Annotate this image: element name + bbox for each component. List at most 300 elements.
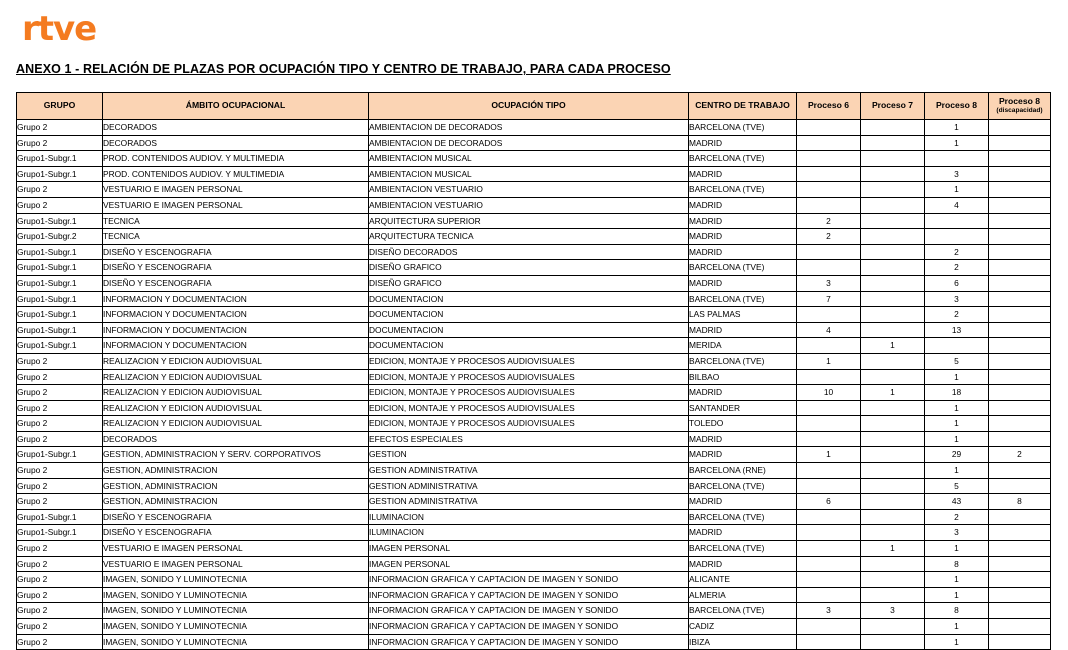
table-cell: BARCELONA (TVE): [689, 291, 797, 307]
table-cell: Grupo 2: [17, 135, 103, 151]
table-cell: PROD. CONTENIDOS AUDIOV. Y MULTIMEDIA: [103, 166, 369, 182]
rtve-logo: [22, 9, 97, 49]
table-cell: VESTUARIO E IMAGEN PERSONAL: [103, 197, 369, 213]
column-header-ambito-label: ÁMBITO OCUPACIONAL: [185, 100, 286, 111]
table-cell: INFORMACION Y DOCUMENTACION: [103, 291, 369, 307]
anexo-table-container: [16, 92, 1050, 650]
table-cell: DISEÑO GRAFICO: [369, 260, 689, 276]
table-cell: [989, 135, 1051, 151]
table-cell: [861, 556, 925, 572]
table-cell: Grupo1-Subgr.2: [17, 229, 103, 245]
anexo-table: [16, 92, 1051, 650]
table-cell: MADRID: [689, 447, 797, 463]
table-cell: MADRID: [689, 385, 797, 401]
table-cell: [797, 166, 861, 182]
column-header-grupo: [17, 93, 103, 120]
table-cell: [861, 447, 925, 463]
table-cell: 3: [925, 525, 989, 541]
table-cell: [989, 634, 1051, 650]
table-cell: 1: [925, 135, 989, 151]
table-cell: [989, 197, 1051, 213]
table-cell: INFORMACION GRAFICA Y CAPTACION DE IMAGEN Y SONIDO: [369, 603, 689, 619]
table-cell: [797, 416, 861, 432]
table-row: [17, 478, 1051, 494]
table-cell: GESTION ADMINISTRATIVA: [369, 478, 689, 494]
table-cell: 8: [925, 603, 989, 619]
table-cell: Grupo1-Subgr.1: [17, 447, 103, 463]
table-cell: Grupo 2: [17, 541, 103, 557]
table-cell: IMAGEN, SONIDO Y LUMINOTECNIA: [103, 603, 369, 619]
table-cell: 43: [925, 494, 989, 510]
table-cell: [861, 213, 925, 229]
table-cell: [925, 213, 989, 229]
table-cell: 1: [925, 634, 989, 650]
table-cell: GESTION, ADMINISTRACION: [103, 494, 369, 510]
table-cell: [797, 587, 861, 603]
table-cell: [861, 229, 925, 245]
table-row: [17, 587, 1051, 603]
table-cell: [989, 463, 1051, 479]
table-cell: TECNICA: [103, 229, 369, 245]
table-cell: 2: [797, 229, 861, 245]
table-cell: MADRID: [689, 494, 797, 510]
table-cell: MADRID: [689, 229, 797, 245]
column-header-centro-label: CENTRO DE TRABAJO: [695, 100, 790, 111]
table-cell: EDICION, MONTAJE Y PROCESOS AUDIOVISUALES: [369, 385, 689, 401]
column-header-proceso7-label: Proceso 7: [871, 100, 914, 111]
table-cell: Grupo 2: [17, 463, 103, 479]
table-cell: 1: [925, 400, 989, 416]
column-header-ocupacion-label: OCUPACIÓN TIPO: [491, 100, 566, 111]
table-row: [17, 182, 1051, 198]
table-cell: BARCELONA (TVE): [689, 260, 797, 276]
table-row: [17, 166, 1051, 182]
table-cell: BARCELONA (RNE): [689, 463, 797, 479]
table-cell: [861, 322, 925, 338]
table-cell: IMAGEN, SONIDO Y LUMINOTECNIA: [103, 587, 369, 603]
table-row: [17, 509, 1051, 525]
table-cell: INFORMACION GRAFICA Y CAPTACION DE IMAGEN Y SONIDO: [369, 572, 689, 588]
table-row: [17, 275, 1051, 291]
table-cell: [989, 431, 1051, 447]
table-cell: SANTANDER: [689, 400, 797, 416]
table-row: [17, 416, 1051, 432]
table-cell: [861, 291, 925, 307]
table-cell: EDICION, MONTAJE Y PROCESOS AUDIOVISUALES: [369, 400, 689, 416]
table-cell: BARCELONA (TVE): [689, 151, 797, 167]
table-cell: 3: [797, 275, 861, 291]
table-cell: MADRID: [689, 322, 797, 338]
table-row: [17, 120, 1051, 136]
table-row: [17, 369, 1051, 385]
table-cell: [797, 182, 861, 198]
table-cell: 5: [925, 353, 989, 369]
table-cell: MADRID: [689, 556, 797, 572]
table-row: [17, 556, 1051, 572]
table-cell: INFORMACION Y DOCUMENTACION: [103, 322, 369, 338]
table-cell: [797, 619, 861, 635]
table-cell: 10: [797, 385, 861, 401]
table-cell: IMAGEN PERSONAL: [369, 556, 689, 572]
column-header-proceso-8: [925, 93, 989, 120]
table-cell: [861, 353, 925, 369]
table-cell: [989, 307, 1051, 323]
table-row: [17, 447, 1051, 463]
table-cell: [861, 416, 925, 432]
table-cell: [989, 353, 1051, 369]
table-cell: MADRID: [689, 525, 797, 541]
table-cell: [861, 135, 925, 151]
table-cell: 3: [797, 603, 861, 619]
table-cell: AMBIENTACION DE DECORADOS: [369, 120, 689, 136]
table-cell: DECORADOS: [103, 135, 369, 151]
table-cell: [797, 120, 861, 136]
table-cell: Grupo 2: [17, 182, 103, 198]
table-cell: DOCUMENTACION: [369, 338, 689, 354]
table-cell: INFORMACION Y DOCUMENTACION: [103, 307, 369, 323]
table-row: [17, 603, 1051, 619]
table-cell: Grupo 2: [17, 400, 103, 416]
table-cell: 8: [989, 494, 1051, 510]
table-cell: 2: [797, 213, 861, 229]
table-cell: Grupo1-Subgr.1: [17, 275, 103, 291]
table-cell: 1: [925, 120, 989, 136]
table-cell: Grupo 2: [17, 431, 103, 447]
table-cell: Grupo1-Subgr.1: [17, 525, 103, 541]
table-cell: AMBIENTACION DE DECORADOS: [369, 135, 689, 151]
table-cell: Grupo1-Subgr.1: [17, 307, 103, 323]
table-cell: [989, 369, 1051, 385]
table-cell: 1: [797, 447, 861, 463]
table-row: [17, 463, 1051, 479]
table-cell: INFORMACION GRAFICA Y CAPTACION DE IMAGEN Y SONIDO: [369, 619, 689, 635]
table-cell: AMBIENTACION VESTUARIO: [369, 182, 689, 198]
table-cell: [797, 260, 861, 276]
table-cell: Grupo 2: [17, 416, 103, 432]
table-cell: [861, 572, 925, 588]
table-cell: ARQUITECTURA SUPERIOR: [369, 213, 689, 229]
table-cell: AMBIENTACION MUSICAL: [369, 151, 689, 167]
table-cell: BARCELONA (TVE): [689, 478, 797, 494]
table-cell: MADRID: [689, 275, 797, 291]
table-cell: 1: [925, 619, 989, 635]
table-cell: EFECTOS ESPECIALES: [369, 431, 689, 447]
table-cell: Grupo1-Subgr.1: [17, 322, 103, 338]
page-title: ANEXO 1 - RELACIÓN DE PLAZAS POR OCUPACIÓN TIPO Y CENTRO DE TRABAJO, PARA CADA PROCESO: [16, 62, 671, 76]
table-cell: 7: [797, 291, 861, 307]
table-cell: [797, 525, 861, 541]
table-row: [17, 525, 1051, 541]
table-cell: DISEÑO Y ESCENOGRAFIA: [103, 275, 369, 291]
table-cell: 1: [925, 431, 989, 447]
column-header-ocupacion-tipo: [369, 93, 689, 120]
table-cell: MERIDA: [689, 338, 797, 354]
table-cell: REALIZACION Y EDICION AUDIOVISUAL: [103, 353, 369, 369]
table-cell: ILUMINACION: [369, 509, 689, 525]
table-cell: [797, 541, 861, 557]
table-cell: [861, 400, 925, 416]
table-cell: 2: [925, 244, 989, 260]
table-cell: Grupo 2: [17, 494, 103, 510]
table-cell: Grupo 2: [17, 572, 103, 588]
table-cell: IBIZA: [689, 634, 797, 650]
table-cell: IMAGEN, SONIDO Y LUMINOTECNIA: [103, 634, 369, 650]
table-cell: 6: [797, 494, 861, 510]
column-header-proceso8-label: Proceso 8: [935, 100, 978, 111]
table-cell: Grupo1-Subgr.1: [17, 260, 103, 276]
table-cell: Grupo 2: [17, 556, 103, 572]
table-cell: Grupo 2: [17, 385, 103, 401]
table-cell: IMAGEN, SONIDO Y LUMINOTECNIA: [103, 619, 369, 635]
table-cell: Grupo1-Subgr.1: [17, 213, 103, 229]
table-cell: DOCUMENTACION: [369, 291, 689, 307]
table-cell: [797, 634, 861, 650]
table-cell: ILUMINACION: [369, 525, 689, 541]
table-row: [17, 244, 1051, 260]
table-cell: Grupo 2: [17, 587, 103, 603]
column-header-proceso8d-sublabel: (discapacidad): [996, 107, 1043, 115]
table-cell: LAS PALMAS: [689, 307, 797, 323]
table-cell: 8: [925, 556, 989, 572]
table-cell: DECORADOS: [103, 431, 369, 447]
table-cell: GESTION, ADMINISTRACION Y SERV. CORPORATIVOS: [103, 447, 369, 463]
table-cell: Grupo 2: [17, 197, 103, 213]
table-cell: Grupo 2: [17, 120, 103, 136]
table-cell: 3: [861, 603, 925, 619]
table-cell: [989, 509, 1051, 525]
table-cell: 18: [925, 385, 989, 401]
table-header-row: [17, 93, 1051, 120]
table-cell: PROD. CONTENIDOS AUDIOV. Y MULTIMEDIA: [103, 151, 369, 167]
table-cell: 1: [861, 385, 925, 401]
table-cell: TOLEDO: [689, 416, 797, 432]
column-header-ambito-ocupacional: [103, 93, 369, 120]
table-cell: [797, 400, 861, 416]
table-cell: [797, 338, 861, 354]
table-cell: Grupo 2: [17, 369, 103, 385]
table-cell: [861, 587, 925, 603]
table-row: [17, 338, 1051, 354]
table-cell: 2: [989, 447, 1051, 463]
table-row: [17, 151, 1051, 167]
column-header-proceso8d-label: Proceso 8: [998, 96, 1041, 107]
table-cell: 6: [925, 275, 989, 291]
table-cell: DISEÑO DECORADOS: [369, 244, 689, 260]
table-cell: GESTION, ADMINISTRACION: [103, 478, 369, 494]
table-cell: DISEÑO Y ESCENOGRAFIA: [103, 525, 369, 541]
table-cell: DECORADOS: [103, 120, 369, 136]
table-cell: [861, 151, 925, 167]
table-cell: Grupo1-Subgr.1: [17, 509, 103, 525]
table-cell: MADRID: [689, 244, 797, 260]
table-cell: EDICION, MONTAJE Y PROCESOS AUDIOVISUALES: [369, 416, 689, 432]
table-row: [17, 634, 1051, 650]
table-cell: DOCUMENTACION: [369, 322, 689, 338]
table-cell: [989, 400, 1051, 416]
table-cell: BARCELONA (TVE): [689, 603, 797, 619]
table-cell: EDICION, MONTAJE Y PROCESOS AUDIOVISUALES: [369, 369, 689, 385]
table-cell: [989, 478, 1051, 494]
table-cell: 2: [925, 509, 989, 525]
table-cell: [989, 587, 1051, 603]
table-cell: AMBIENTACION MUSICAL: [369, 166, 689, 182]
table-cell: [861, 275, 925, 291]
table-cell: VESTUARIO E IMAGEN PERSONAL: [103, 556, 369, 572]
table-row: [17, 291, 1051, 307]
table-row: [17, 353, 1051, 369]
table-cell: CADIZ: [689, 619, 797, 635]
table-cell: IMAGEN, SONIDO Y LUMINOTECNIA: [103, 572, 369, 588]
table-cell: 29: [925, 447, 989, 463]
table-row: [17, 541, 1051, 557]
table-cell: [925, 338, 989, 354]
table-cell: BARCELONA (TVE): [689, 353, 797, 369]
table-row: [17, 213, 1051, 229]
column-header-proceso-6: [797, 93, 861, 120]
table-cell: [861, 166, 925, 182]
table-cell: 4: [797, 322, 861, 338]
table-cell: [861, 478, 925, 494]
table-cell: BARCELONA (TVE): [689, 182, 797, 198]
table-row: [17, 385, 1051, 401]
table-cell: INFORMACION Y DOCUMENTACION: [103, 338, 369, 354]
table-row: [17, 229, 1051, 245]
table-cell: ALMERIA: [689, 587, 797, 603]
table-cell: [989, 275, 1051, 291]
table-cell: [989, 260, 1051, 276]
table-cell: 1: [925, 587, 989, 603]
table-cell: [989, 244, 1051, 260]
table-cell: GESTION ADMINISTRATIVA: [369, 463, 689, 479]
table-cell: INFORMACION GRAFICA Y CAPTACION DE IMAGEN Y SONIDO: [369, 587, 689, 603]
table-row: [17, 431, 1051, 447]
table-cell: [925, 229, 989, 245]
table-cell: BILBAO: [689, 369, 797, 385]
table-row: [17, 619, 1051, 635]
table-cell: MADRID: [689, 431, 797, 447]
table-cell: [861, 120, 925, 136]
table-cell: BARCELONA (TVE): [689, 120, 797, 136]
column-header-grupo-label: GRUPO: [43, 100, 76, 111]
table-cell: Grupo 2: [17, 634, 103, 650]
table-cell: 1: [861, 541, 925, 557]
table-cell: DISEÑO GRAFICO: [369, 275, 689, 291]
table-cell: 2: [925, 260, 989, 276]
table-row: [17, 307, 1051, 323]
table-cell: [797, 478, 861, 494]
table-cell: [861, 525, 925, 541]
table-cell: BARCELONA (TVE): [689, 509, 797, 525]
table-cell: DISEÑO Y ESCENOGRAFIA: [103, 260, 369, 276]
table-cell: REALIZACION Y EDICION AUDIOVISUAL: [103, 400, 369, 416]
column-header-proceso-8-discapacidad: [989, 93, 1051, 120]
column-header-centro-trabajo: [689, 93, 797, 120]
table-cell: [797, 463, 861, 479]
table-cell: Grupo 2: [17, 619, 103, 635]
table-cell: REALIZACION Y EDICION AUDIOVISUAL: [103, 416, 369, 432]
table-body: [17, 120, 1051, 650]
table-cell: [989, 572, 1051, 588]
table-cell: MADRID: [689, 213, 797, 229]
table-cell: [861, 369, 925, 385]
table-cell: REALIZACION Y EDICION AUDIOVISUAL: [103, 369, 369, 385]
table-cell: Grupo1-Subgr.1: [17, 151, 103, 167]
table-cell: [797, 307, 861, 323]
rtve-logo-text: rtve: [22, 9, 97, 49]
table-cell: GESTION ADMINISTRATIVA: [369, 494, 689, 510]
table-cell: Grupo1-Subgr.1: [17, 338, 103, 354]
table-cell: [989, 322, 1051, 338]
table-cell: Grupo1-Subgr.1: [17, 166, 103, 182]
table-cell: 5: [925, 478, 989, 494]
table-cell: [989, 229, 1051, 245]
table-cell: ARQUITECTURA TECNICA: [369, 229, 689, 245]
table-cell: [861, 307, 925, 323]
table-cell: 1: [925, 369, 989, 385]
table-cell: [989, 619, 1051, 635]
table-cell: GESTION: [369, 447, 689, 463]
table-cell: MADRID: [689, 197, 797, 213]
table-cell: [989, 338, 1051, 354]
table-row: [17, 197, 1051, 213]
table-cell: IMAGEN PERSONAL: [369, 541, 689, 557]
table-cell: [797, 556, 861, 572]
table-cell: AMBIENTACION VESTUARIO: [369, 197, 689, 213]
table-cell: [989, 151, 1051, 167]
column-header-proceso-7: [861, 93, 925, 120]
table-cell: 3: [925, 291, 989, 307]
table-cell: [797, 431, 861, 447]
table-cell: [797, 509, 861, 525]
table-cell: [989, 182, 1051, 198]
table-cell: Grupo1-Subgr.1: [17, 291, 103, 307]
table-cell: [797, 244, 861, 260]
table-cell: [861, 260, 925, 276]
table-cell: [797, 135, 861, 151]
table-cell: DISEÑO Y ESCENOGRAFIA: [103, 509, 369, 525]
table-cell: [861, 494, 925, 510]
table-cell: [925, 151, 989, 167]
table-cell: [861, 634, 925, 650]
table-row: [17, 572, 1051, 588]
table-cell: [989, 556, 1051, 572]
table-cell: [797, 369, 861, 385]
table-cell: [989, 603, 1051, 619]
table-cell: Grupo 2: [17, 478, 103, 494]
table-cell: [861, 182, 925, 198]
table-cell: 1: [861, 338, 925, 354]
table-cell: INFORMACION GRAFICA Y CAPTACION DE IMAGEN Y SONIDO: [369, 634, 689, 650]
table-cell: [797, 151, 861, 167]
table-row: [17, 400, 1051, 416]
table-cell: [989, 213, 1051, 229]
table-cell: GESTION, ADMINISTRACION: [103, 463, 369, 479]
table-row: [17, 322, 1051, 338]
table-cell: VESTUARIO E IMAGEN PERSONAL: [103, 541, 369, 557]
table-cell: [989, 416, 1051, 432]
table-cell: 1: [797, 353, 861, 369]
table-cell: MADRID: [689, 135, 797, 151]
table-cell: [989, 541, 1051, 557]
table-row: [17, 260, 1051, 276]
table-cell: DISEÑO Y ESCENOGRAFIA: [103, 244, 369, 260]
table-cell: [989, 525, 1051, 541]
table-cell: 4: [925, 197, 989, 213]
table-cell: [861, 197, 925, 213]
table-cell: REALIZACION Y EDICION AUDIOVISUAL: [103, 385, 369, 401]
table-cell: Grupo 2: [17, 353, 103, 369]
table-cell: [861, 463, 925, 479]
